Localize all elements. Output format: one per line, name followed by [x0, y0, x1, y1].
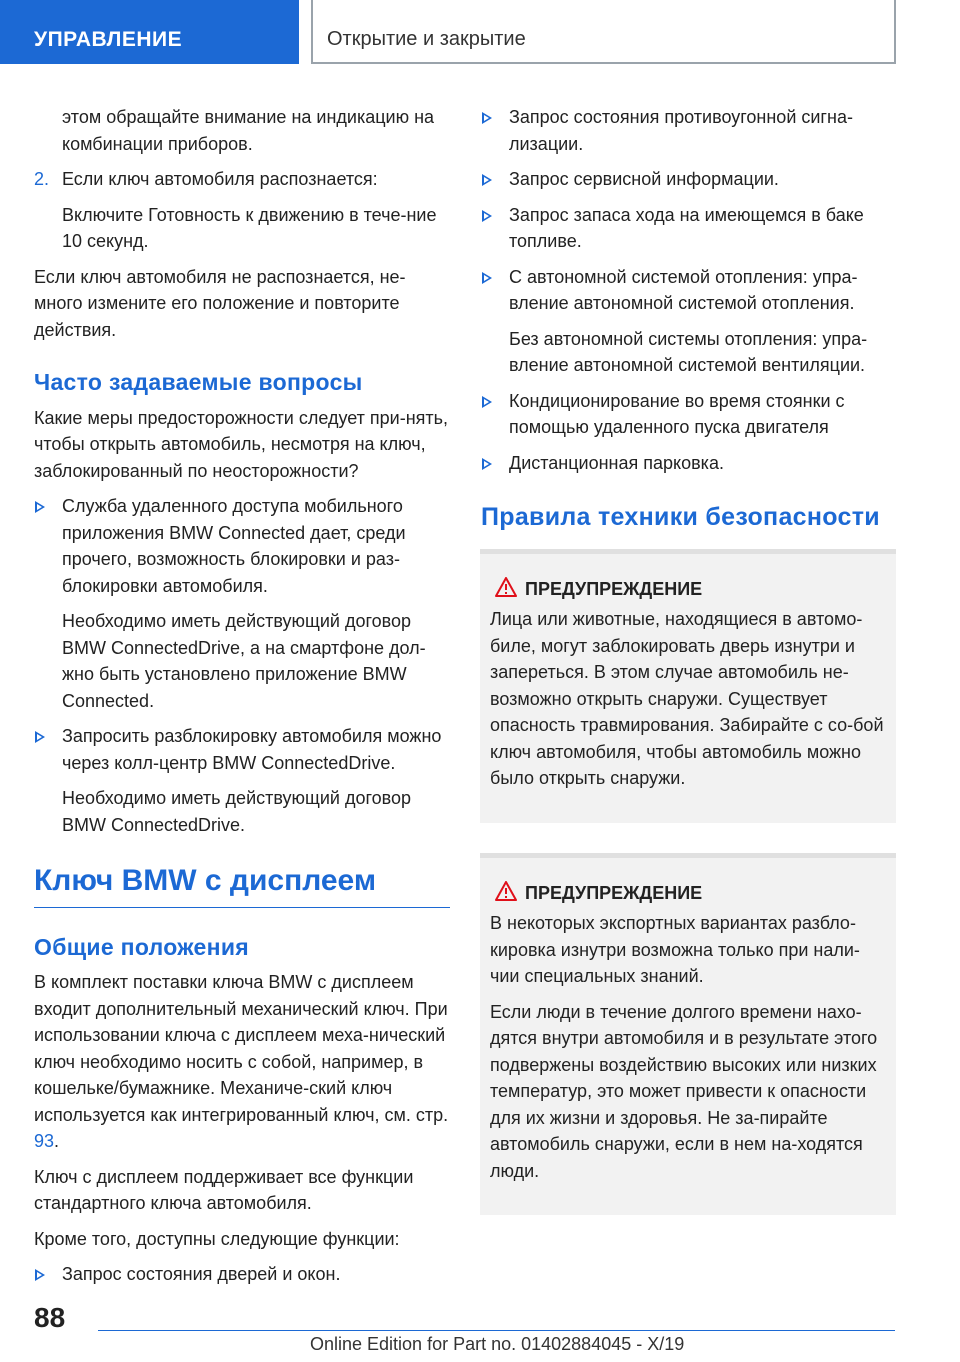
warning-text: Если люди в течение долгого времени нахо-дятся внутри автомобиля и в результате этого подвержены воздействию высоких или низких температур, это может привести к опасности для их жизни и здоровья. Не за-пирайте автомобиль снаружи, если в нем на-ходятся люди. [490, 1001, 878, 1181]
safety-heading: Правила техники безопасности [481, 503, 880, 531]
list-item-text: Служба удаленного доступа мобильного приложения BMW Connected дает, среди прочего, возможность блокировки и раз-блокировки автомобиля. [62, 496, 406, 596]
paragraph-text: В комплект поставки ключа BMW с дисплеем входит дополнительный механический ключ. При использовании ключа с дисплеем меха-нический ключ необходимо носить с собой, например, в кошельке/бумажнике. Механиче-ский ключ используется как интегрированный ключ, см. стр. [34, 972, 449, 1125]
list-item [481, 388, 895, 441]
chapter-heading: Ключ BMW с дисплеем [34, 868, 450, 908]
warning-title-text: ПРЕДУПРЕЖДЕНИЕ [525, 882, 703, 903]
header-section-tab: УПРАВЛЕНИЕ [0, 0, 299, 64]
triangle-bullet-icon [482, 458, 492, 470]
list-item-subtext: Необходимо иметь действующий договор BMW ConnectedDrive. [62, 788, 412, 835]
faq-question: Какие меры предосторожности следует при-нять, чтобы открыть автомобиль, несмотря на ключ, заблокированный по неосторожности? [34, 407, 449, 481]
triangle-bullet-icon [482, 112, 492, 124]
left-column [34, 104, 450, 1297]
triangle-bullet-icon [35, 1269, 45, 1281]
warning-text: В некоторых экспортных вариантах разбло-кировка изнутри возможна только при нали-чии специальных знаний. [490, 913, 860, 986]
triangle-bullet-icon [35, 501, 45, 513]
list-item [481, 264, 895, 317]
list-item-text: Запрос состояния противоугонной сигна-лизации. [509, 107, 853, 154]
triangle-bullet-icon [482, 272, 492, 284]
page-reference-link[interactable]: 93 [34, 1131, 55, 1151]
triangle-bullet-icon [482, 396, 492, 408]
triangle-bullet-icon [482, 210, 492, 222]
warning-title [490, 880, 886, 907]
warning-triangle-icon [495, 577, 517, 597]
right-column [481, 104, 895, 1245]
step-subtext: Включите Готовность к движению в тече-ние 10 секунд. [62, 204, 437, 251]
list-item-text: Запрос состояния дверей и окон. [62, 1264, 341, 1284]
triangle-bullet-icon [35, 731, 45, 743]
paragraph: Ключ с дисплеем поддерживает все функции стандартного ключа автомобиля. [34, 1166, 414, 1213]
list-item-subtext: Без автономной системы отопления: упра-вление автономной системой вентиляции. [509, 328, 868, 375]
faq-heading: Часто задаваемые вопросы [34, 369, 363, 395]
step-text: Если ключ автомобиля распознается: [62, 169, 378, 189]
warning-box [480, 853, 896, 1216]
footer-edition: Online Edition for Part no. 01402884045 - X/19 [310, 1334, 685, 1354]
list-item [34, 723, 450, 776]
warning-title [490, 576, 886, 603]
list-item-text: Дистанционная парковка. [509, 452, 724, 473]
footer-divider [98, 1330, 895, 1331]
warning-title-text: ПРЕДУПРЕЖДЕНИЕ [525, 578, 703, 599]
paragraph: Если ключ автомобиля не распознается, не-много измените его положение и повторите действия. [34, 266, 406, 340]
list-item-text: С автономной системой отопления: упра-вление автономной системой отопления. [509, 266, 858, 313]
warning-text: Лица или животные, находящиеся в автомо-биле, могут заблокировать дверь изнутри и запереться. В этом случае автомобиль не-возможно открыть снаружи. Существует опасность травмирования. Забирайте с со-бой ключ автомобиля, чтобы автомобиль можно было открыть снаружи. [490, 609, 884, 788]
list-item-text: Запрос запаса хода на имеющемся в баке топливе. [509, 204, 864, 251]
page-number: 88 [34, 1302, 66, 1333]
paragraph-text: . [54, 1131, 60, 1151]
paragraph: Кроме того, доступны следующие функции: [34, 1228, 400, 1249]
triangle-bullet-icon [482, 174, 492, 186]
list-item-subtext: Необходимо иметь действующий договор BMW ConnectedDrive, а на смартфоне дол-жно быть установлено приложение BMW Connected. [62, 611, 426, 711]
paragraph: этом обращайте внимание на индикацию на комбинации приборов. [62, 107, 435, 154]
list-item-text: Кондиционирование во время стоянки с помощью удаленного пуска двигателя [509, 390, 845, 437]
paragraph [34, 969, 450, 1155]
list-item-text: Запрос сервисной информации. [509, 169, 779, 189]
list-item-text: Запросить разблокировку автомобиля можно через колл-центр BMW ConnectedDrive. [62, 726, 442, 773]
warning-triangle-icon [495, 881, 517, 901]
list-item [481, 202, 895, 255]
step-number: 2. [34, 169, 50, 189]
list-item [481, 166, 895, 193]
general-heading: Общие положения [34, 933, 249, 960]
numbered-step [34, 166, 450, 193]
list-item [34, 1261, 450, 1288]
list-item [481, 104, 895, 157]
header-chapter-title: Открытие и закрытие [311, 0, 896, 64]
list-item [481, 450, 895, 477]
list-item [34, 493, 450, 599]
warning-box [480, 549, 896, 823]
